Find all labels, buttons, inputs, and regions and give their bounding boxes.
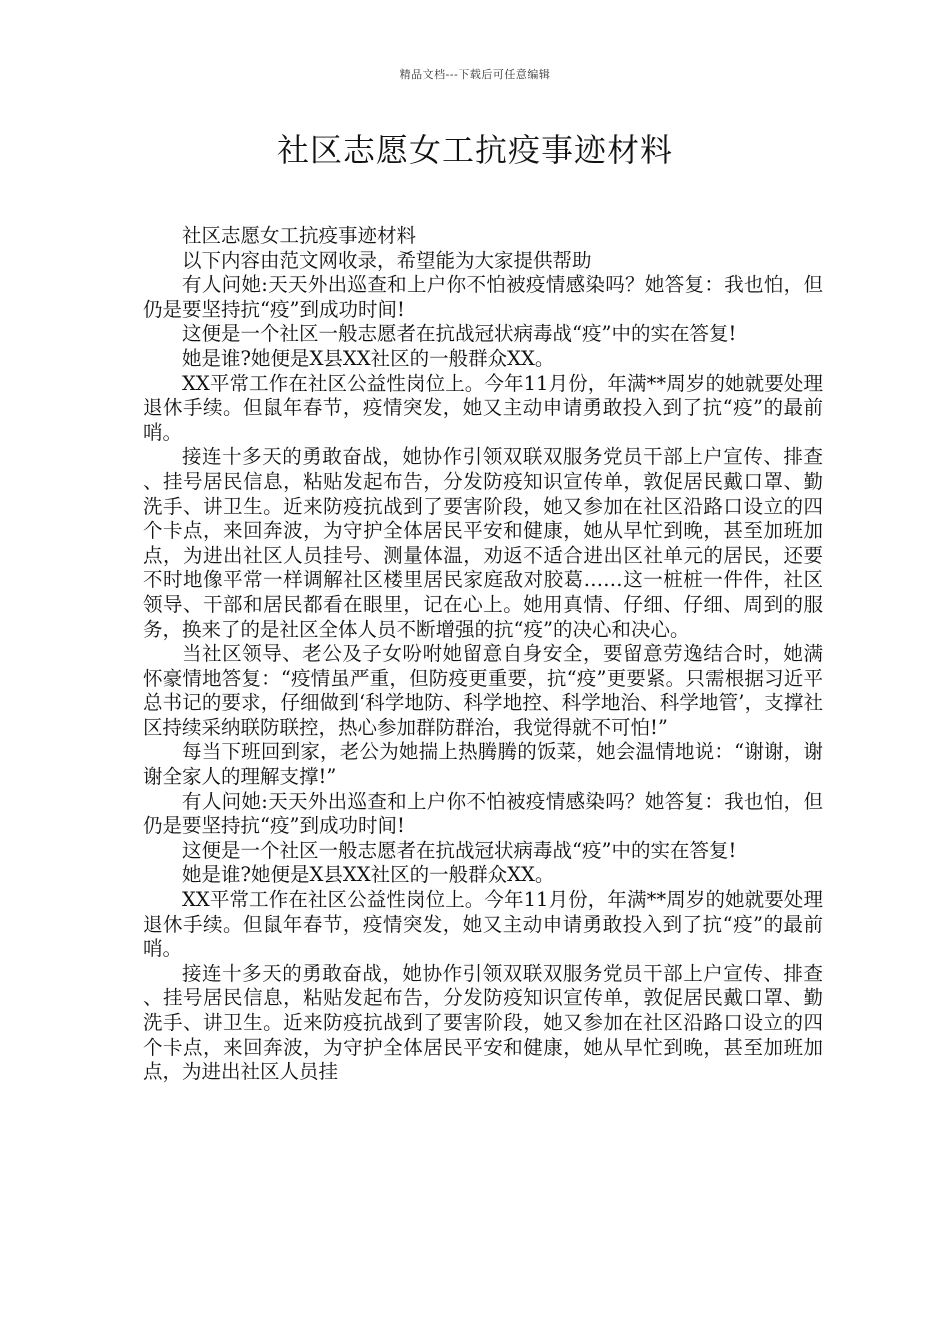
- paragraph: 这便是一个社区一般志愿者在抗战冠状病毒战“疫”中的实在答复!: [182, 322, 737, 346]
- paragraph: 接连十多天的勇敢奋战，她协作引领双联双服务党员干部上户宣传、排查、挂号居民信息，粘贴发起布告，分发防疫知识宣传单，敦促居民戴口罩、勤洗手、讲卫生。近来防疫抗战到了要害阶段，她又参加在社区沿路口设立的四个卡点，来回奔波，为守护全体居民平安和健康，她从早忙到晚，甚至加班加点，为进出社区人员挂: [143, 961, 823, 1084]
- paragraph: 当社区领导、老公及子女吩咐她留意自身安全，要留意劳逸结合时，她满怀豪情地答复：“疫情虽严重，但防疫更重要，抗“疫”更要紧。只需根据习近平总书记的要求，仔细做到‘科学地防、科学地控、科学地治、科学地管’，支撑社区持续采纳联防联控，热心参加群防群治，我觉得就不可怕!”: [143, 642, 823, 739]
- paragraph: 有人问她:天天外出巡查和上户你不怕被疫情感染吗？她答复：我也怕，但仍是要坚持抗“疫”到成功时间!: [143, 273, 823, 321]
- paragraph: XX平常工作在社区公益性岗位上。今年11月份，年满**周岁的她就要处理退休手续。但鼠年春节，疫情突发，她又主动申请勇敢投入到了抗“疫”的最前哨。: [143, 888, 823, 961]
- paragraph-subtitle: 社区志愿女工抗疫事迹材料: [182, 224, 417, 247]
- paragraph: 每当下班回到家，老公为她揣上热腾腾的饭菜，她会温情地说：“谢谢，谢谢全家人的理解支撑!”: [143, 740, 823, 789]
- paragraph: 她是谁?她便是X县XX社区的一般群众XX。: [182, 863, 555, 887]
- paragraph: 她是谁?她便是X县XX社区的一般群众XX。: [182, 346, 555, 370]
- paragraph: 接连十多天的勇敢奋战，她协作引领双联双服务党员干部上户宣传、排查、挂号居民信息，粘贴发起布告，分发防疫知识宣传单，敦促居民戴口罩、勤洗手、讲卫生。近来防疫抗战到了要害阶段，她又参加在社区沿路口设立的四个卡点，来回奔波，为守护全体居民平安和健康，她从早忙到晚，甚至加班加点，为进出社区人员挂号、测量体温，劝返不适合进出区社单元的居民，还要不时地像平常一样调解社区楼里居民家庭敌对胶葛……这一桩桩一件件，社区领导、干部和居民都看在眼里，记在心上。她用真情、仔细、仔细、周到的服务，换来了的是社区全体人员不断增强的抗“疫”的决心和决心。: [143, 445, 823, 641]
- paragraph: 这便是一个社区一般志愿者在抗战冠状病毒战“疫”中的实在答复!: [182, 838, 737, 862]
- paragraph: 有人问她:天天外出巡查和上户你不怕被疫情感染吗？她答复：我也怕，但仍是要坚持抗“疫”到成功时间!: [143, 789, 823, 838]
- document-title: 社区志愿女工抗疫事迹材料: [276, 131, 673, 169]
- paragraph-source-note: 以下内容由范文网收录，希望能为大家提供帮助: [182, 248, 592, 272]
- document-body: [143, 224, 823, 1085]
- page-header-note: 精品文档---下载后可任意编辑: [399, 68, 551, 81]
- paragraph: XX平常工作在社区公益性岗位上。今年11月份，年满**周岁的她就要处理退休手续。但鼠年春节，疫情突发，她又主动申请勇敢投入到了抗“疫”的最前哨。: [143, 371, 823, 444]
